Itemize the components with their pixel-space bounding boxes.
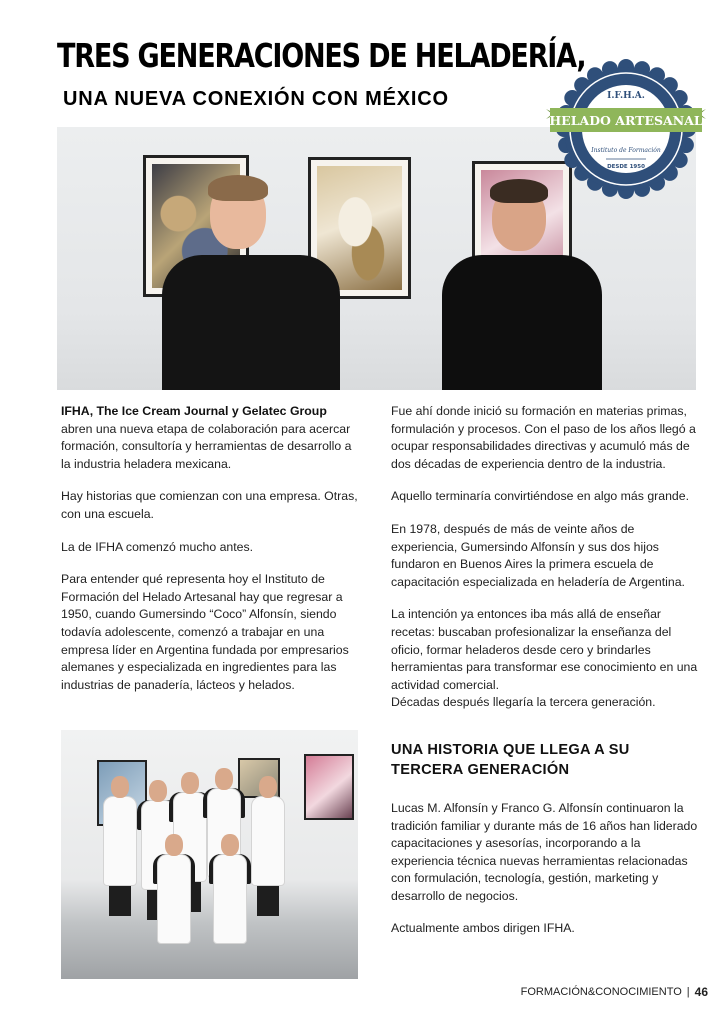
paragraph: Para entender qué representa hoy el Instituto de Formación del Helado Artesanal hay que regresar a 1950, cuando Gumersindo “Coco” Alfonsín, siendo todavía adolescente, comenzó a trabajar en una empresa líder en Argentina fundada por empresarios alemanes y especializada en ingredientes para las industrias de panadería, lácteos y helados.: [61, 572, 349, 692]
section-heading: UNA HISTORIA QUE LLEGA A SU TERCERA GENERACIÓN: [391, 741, 630, 778]
right-article-column: [391, 403, 701, 953]
paragraph: Aquello terminaría convirtiéndose en algo más grande.: [391, 489, 690, 504]
paragraph: La de IFHA comenzó mucho antes.: [61, 539, 254, 554]
person-left: [162, 175, 342, 390]
paragraph: La intención ya entonces iba más allá de enseñar recetas: buscaban profesionalizar la enseñanza del oficio, formar heladeros desde cero y brindarles herramientas para transformar ese conocimiento en una actividad comercial.: [391, 607, 698, 692]
stamp-ring-text: Instituto de Formación: [591, 147, 661, 154]
team-photo: [61, 730, 358, 979]
paragraph: En 1978, después de más de veinte años de experiencia, Gumersindo Alfonsín y sus dos hijos fundaron en Buenos Aires la primera escuela de capacitación especializada en heladería de Argentina.: [391, 521, 685, 589]
page-title: TRES GENERACIONES DE HELADERÍA,: [57, 36, 586, 75]
person-right: [442, 175, 602, 390]
lead-paragraph: [61, 403, 361, 473]
lead-bold-text: IFHA, The Ice Cream Journal y Gelatec Group: [61, 404, 327, 418]
stamp-banner-text: HELADO ARTESANAL: [549, 113, 703, 128]
page-subtitle: UNA NUEVA CONEXIÓN CON MÉXICO: [63, 88, 449, 110]
footer-section-label: FORMACIÓN&CONOCIMIENTO: [520, 986, 682, 998]
left-article-column: [61, 403, 361, 709]
stamp-since-text: DESDE 1950: [607, 164, 645, 170]
paragraph: Décadas después llegaría la tercera generación.: [391, 695, 656, 710]
paragraph: Lucas M. Alfonsín y Franco G. Alfonsín continuaron la tradición familiar y durante más de 16 años han liderado capacitaciones y asesorías, incorporando a la experiencia técnica nuevas herramientas relacionadas con formulación, tecnología, gestión, marketing y desarrollo de negocios.: [391, 800, 698, 903]
footer-separator: |: [686, 986, 690, 998]
wall-artwork: [304, 754, 354, 820]
ifha-stamp-logo: [546, 56, 706, 202]
stamp-top-text: I.F.H.A.: [607, 91, 645, 101]
lead-rest-text: abren una nueva etapa de colaboración para acercar formación, consultoría y herramientas de desarrollo a la industria heladera mexicana.: [61, 421, 352, 471]
page-number: 46: [694, 985, 708, 999]
page-footer: [521, 985, 708, 999]
paragraph: Actualmente ambos dirigen IFHA.: [391, 921, 575, 936]
paragraph: Hay historias que comienzan con una empresa. Otras, con una escuela.: [61, 489, 358, 521]
paragraph: Fue ahí donde inició su formación en materias primas, formulación y procesos. Con el paso de los años llegó a ocupar responsabilidades directivas y acumuló más de dos décadas de experiencia dentro de la industria.: [391, 404, 696, 471]
